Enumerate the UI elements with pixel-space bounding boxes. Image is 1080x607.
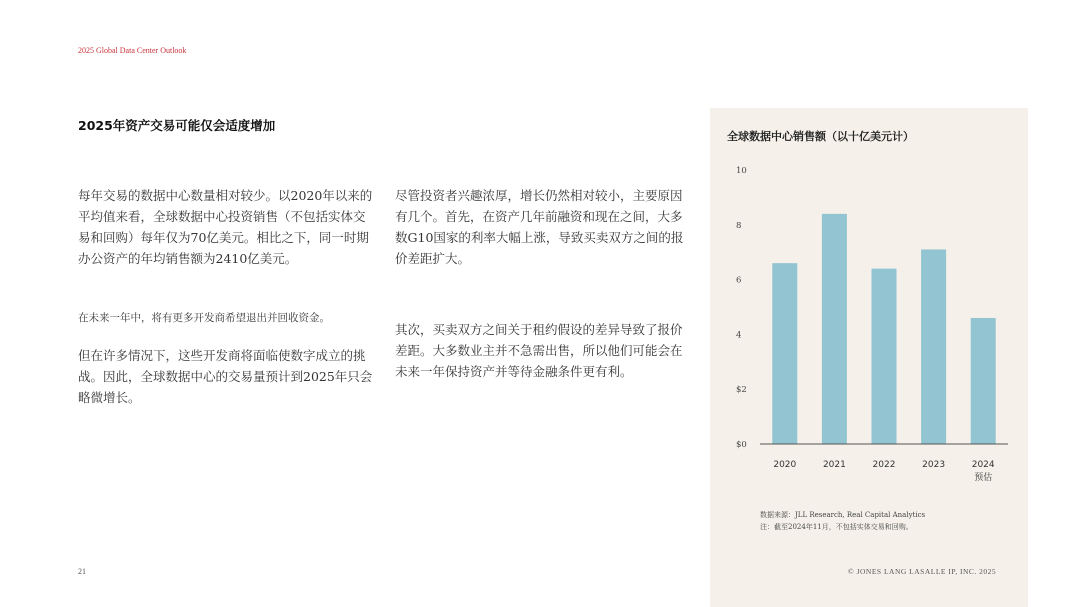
paragraph: 其次，买卖双方之间关于租约假设的差异导致了报价差距。大多数业主并不急需出售，所以他们可能会在未来一年保持资产并等待金融条件更有利。	[395, 322, 683, 379]
paragraph: 尽管投资者兴趣浓厚，增长仍然相对较小，主要原因有几个。首先，在资产几年前融资和现在之间，大多数G10国家的利率大幅上涨，导致买卖双方之间的报价差距扩大。	[395, 188, 684, 266]
y-tick-label: 8	[736, 220, 742, 231]
paragraph: 但在许多情况下，这些开发商将面临使数字成立的挑战。因此，全球数据中心的交易量预计到2025年只会略微增长。	[78, 348, 373, 405]
y-tick-label: 4	[736, 330, 742, 341]
paragraph: 每年交易的数据中心数量相对较少。以2020年以来的平均值来看，全球数据中心投资销售（不包括实体交易和回购）每年仅为70亿美元。相比之下，同一时期办公资产的年均销售额为2410亿美元。	[78, 188, 373, 266]
paragraph: 在未来一年中，将有更多开发商希望退出并回收资金。	[78, 312, 330, 324]
y-tick-label: $2	[736, 385, 747, 396]
x-tick-label: 2021	[822, 460, 846, 470]
x-tick-label: 2022	[872, 460, 896, 470]
copyright: © JONES LANG LASALLE IP, INC. 2025	[848, 567, 997, 576]
section-title: 2025年资产交易可能仅会适度增加	[78, 118, 276, 133]
y-tick-label: $0	[736, 440, 747, 450]
x-tick-label: 2020	[773, 460, 797, 470]
text-column-right	[395, 185, 685, 382]
chart-title: 全球数据中心销售额（以十亿美元计）	[727, 130, 914, 143]
y-tick-label: 6	[736, 275, 742, 286]
bar	[772, 263, 797, 444]
bar-chart	[710, 150, 1028, 495]
y-tick-label: 10	[736, 166, 747, 176]
bar	[921, 249, 946, 444]
chart-source	[760, 509, 925, 533]
bar	[872, 269, 897, 444]
x-tick-label: 2024	[971, 460, 995, 470]
source-line: 数据来源：JLL Research, Real Capital Analytics	[760, 511, 926, 519]
report-header: 2025 Global Data Center Outlook	[78, 46, 187, 55]
x-tick-sublabel: 预估	[974, 473, 993, 483]
bar	[971, 318, 996, 444]
x-tick-label: 2023	[922, 460, 946, 470]
page-number: 21	[78, 567, 86, 576]
bar	[822, 214, 847, 444]
note-line: 注：截至2024年11月，不包括实体交易和回购。	[760, 523, 913, 531]
text-column-left	[78, 185, 373, 408]
